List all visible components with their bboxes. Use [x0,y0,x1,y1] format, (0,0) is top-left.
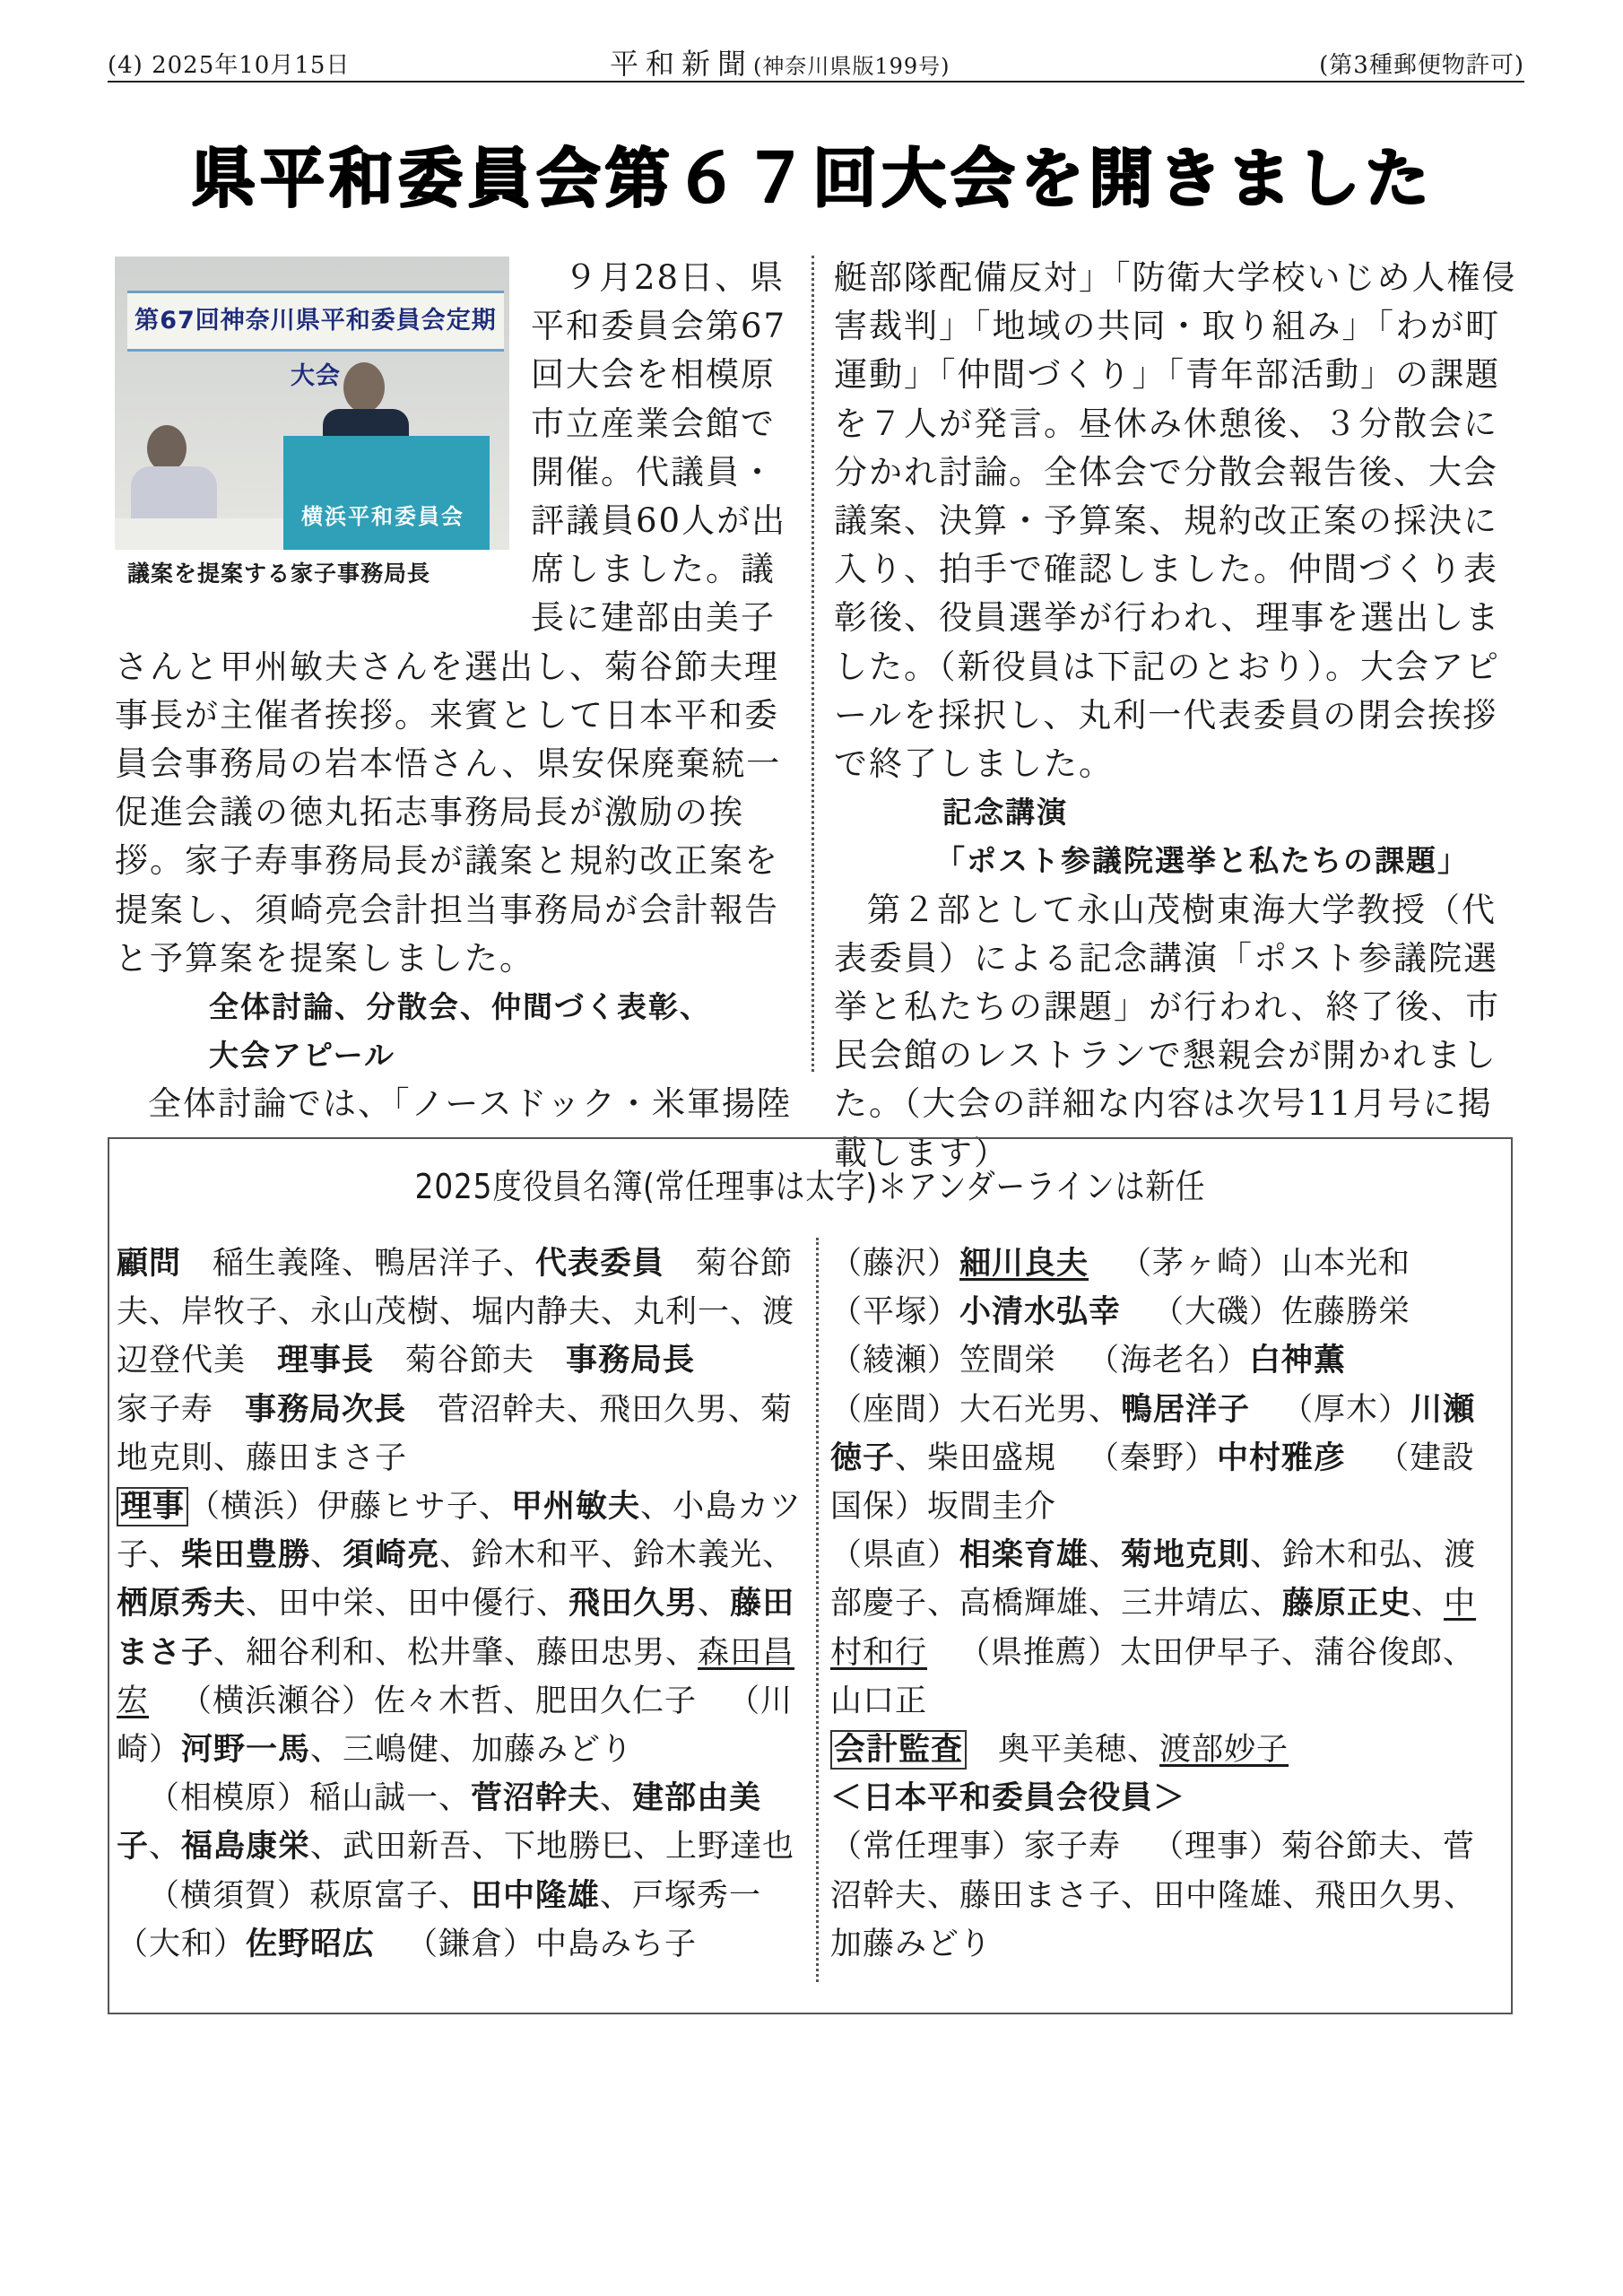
representative-names: 菊谷節夫、岸牧子、永山茂樹、堀内静夫、丸利一、渡辺登代美 [117,1246,795,1379]
label-secretary-general: 事務局長 [566,1343,696,1379]
roster-directors [117,1483,807,1969]
nihon-director-names: 菊谷節夫、菅沼幹夫、藤田まさ子、田中隆雄、飛田久男、加藤みどり [830,1829,1477,1962]
names-zama: 大石光男、 [959,1391,1122,1428]
names-yokosuka-2: 、戸塚秀一 [600,1877,762,1914]
label-deputy-secretary: 事務局次長 [245,1391,407,1428]
names-oiso: 佐藤勝栄 [1281,1294,1411,1331]
name-bold: 甲州敏夫 [511,1489,641,1526]
masthead [108,39,1524,83]
roster-right-column [830,1239,1503,1969]
roster-title: 2025度役員名簿(常任理事は太字)＊アンダーラインは新任 [414,1167,1206,1206]
speaker-head [343,362,385,413]
article-paragraph-1: ９月28日、県平和委員会第67回大会を相模原市立産業会館で開催。代議員・評議員60人が出席しました。議長に建部由美子さんと甲州敏夫さんを選出し、菊谷節夫理事長が主催者挨拶。来賓として日本平和委員会事務局の岩本悟さん、県安保廃棄統一促進会議の徳丸拓志事務局長が激励の挨拶。家子寿事務局長が議案と規約改正案を提案し、須崎亮会計担当事務局が会計報告と予算案を提案しました。 [115,258,787,978]
region-kensetsu: （建設国保） [830,1439,1475,1526]
seated-person-head [147,425,187,472]
article-paragraph-3: 艇部隊配備反対」「防衛大学校いじめ人権侵害裁判」「地域の共同・取り組み」「わが町運動」「仲間づくり」「青年部活動」の課題を７人が発言。昼休み休憩後、３分散会に分かれ討論。全体会で分散会報告後、大会議案、決算・予算案、規約改正案の採決に入り、拍手で確認しました。仲間づくり表彰後、役員選挙が行われ、理事を選出しました。（新役員は下記のとおり）。大会アピールを採択し、丸利一代表委員の閉会挨拶で終了しました。 [834,258,1517,784]
name-bold: 藤原正史 [1282,1586,1412,1622]
names-yokohama-3: 、鈴木和平、鈴木義光、 [439,1537,795,1574]
name-bold: 建部由美子 [117,1780,762,1866]
names-kenchoku: 、鈴木和弘、渡部慶子、高橋輝雄、三井靖広、 [830,1537,1477,1622]
region-yamato: （大和） [117,1926,247,1962]
roster-column-divider [816,1238,819,1982]
region-hadano: （秦野） [1088,1439,1218,1476]
names-kawasaki: 、三嶋健、加藤みどり [310,1732,634,1769]
deputy-secretary-names: 菅沼幹夫、飛田久男、菊地克則、藤田まさ子 [117,1391,794,1476]
names-seya: 佐々木哲、肥田久仁子 [374,1683,698,1719]
paper-name [610,41,950,83]
convention-photo [115,257,509,550]
name-bold: 中村雅彦 [1217,1439,1347,1476]
article-left-column [115,254,805,1129]
names-yokohama-2: 、小島カツ子、 [117,1489,803,1574]
name-bold: 佐野昭広 [246,1926,376,1962]
name-bold-new: 細川良夫 [959,1246,1089,1282]
label-standing-director: （常任理事） [830,1829,1025,1866]
label-representative: 代表委員 [535,1246,665,1282]
names-suisen: 太田伊早子、蒲谷俊郎、山口正 [830,1634,1476,1719]
separator: 、 [1411,1586,1445,1622]
region-oiso: （大磯） [1152,1294,1282,1331]
region-kenchoku: （県直） [830,1537,960,1574]
subheading-lecture: 記念講演 [942,795,1068,831]
region-sagamihara: （相模原） [148,1780,310,1817]
roster-left-column [117,1239,807,1969]
article-right-column [834,254,1524,1178]
label-auditor: 会計監査 [830,1730,967,1770]
nihon-officers-heading: ＜日本平和委員会役員＞ [830,1780,1186,1817]
name-bold: 菊地克則 [1121,1537,1251,1574]
roster-directors-cont [830,1239,1503,1531]
photo-caption: 議案を提案する家子事務局長 [127,561,431,587]
names-kensetsu: 坂間圭介 [927,1489,1057,1526]
photo-table [115,518,294,550]
label-nihon-director: （理事） [1152,1829,1282,1866]
nihon-officers [830,1822,1503,1969]
region-zama: （座間） [830,1391,960,1428]
name-bold: 鴨居洋子 [1121,1391,1251,1428]
issue-date: (4) 2025年10月15日 [108,52,351,79]
subheading-lecture-title: 「ポスト参議院選挙と私たちの課題」 [935,843,1469,879]
region-hiratsuka: （平塚） [830,1294,960,1331]
separator: 、 [310,1537,343,1574]
secretary-general-name: 家子寿 [117,1391,214,1428]
name-bold: 小清水弘幸 [959,1294,1122,1331]
name-new: 中村和行 [830,1586,1477,1671]
name-bold: 相楽育雄 [959,1537,1089,1574]
separator: 、 [698,1586,731,1622]
name-new: 森田昌宏 [117,1634,795,1719]
officer-roster-box [108,1137,1513,2014]
name-bold: 栖原秀夫 [117,1586,247,1622]
region-atsugi: （厚木） [1281,1391,1411,1428]
names-sagamihara-1: 稲山誠一、 [309,1780,472,1817]
names-yokohama-5: 、細谷利和、松井肇、藤田忠男、 [213,1634,699,1671]
name-bold: 柴田豊勝 [181,1537,311,1574]
region-kawasaki: （川崎） [117,1683,794,1769]
article-paragraph-4: 第２部として永山茂樹東海大学教授（代表委員）による記念講演「ポスト参議院選挙と私たちの課題」が行われ、終了後、市民会館のレストランで懇親会が開かれました。（大会の詳細な内容は次号11月号に掲載します） [834,890,1501,1172]
name-bold: 菅沼幹夫 [471,1780,601,1817]
subheading-discussion-2: 大会アピール [209,1038,396,1074]
label-chairman: 理事長 [277,1343,375,1379]
seated-person-body [131,466,217,520]
region-ayase: （綾瀬） [830,1343,960,1379]
roster-advisors [117,1239,807,1483]
names-yokosuka-1: 萩原富子、 [309,1877,472,1914]
name-bold: 藤田まさ子 [117,1586,795,1671]
article-paragraph-2: 全体討論では、「ノースドック・米軍揚陸 [148,1084,793,1124]
paper-title: 平和新聞 [610,47,754,81]
names-chigasaki: 山本光和 [1281,1246,1411,1282]
name-bold: 須崎亮 [343,1537,440,1574]
names-sagamihara-2: 、武田新吾、下地勝巳、上野達也 [310,1829,795,1866]
separator: 、 [149,1829,182,1866]
label-director: 理事 [117,1487,188,1526]
photo-podium [283,436,490,550]
names-yokohama-4: 、田中栄、田中優行、 [246,1586,569,1622]
podium-label: 横浜平和委員会 [301,503,464,529]
postal-permit: (第3種郵便物許可) [1319,52,1524,79]
region-ebina: （海老名） [1088,1343,1250,1379]
standing-director-name: 家子寿 [1024,1829,1122,1866]
names-ayase: 笠間栄 [959,1343,1057,1379]
names-yokohama-1: 伊藤ヒサ子、 [317,1489,512,1526]
name-bold: 白神薫 [1249,1343,1347,1379]
names-kamakura: 中島みち子 [535,1926,698,1962]
region-chigasaki: （茅ヶ崎） [1120,1246,1282,1282]
name-bold: 田中隆雄 [471,1877,601,1914]
separator: 、 [600,1780,633,1817]
region-fujisawa: （藤沢） [830,1246,960,1282]
label-advisor: 顧問 [117,1246,182,1282]
roster-prefecture-direct [830,1531,1503,1726]
name-bold: 川瀬徳子 [830,1391,1476,1476]
roster-auditors [830,1726,1503,1774]
name-bold: 飛田久男 [568,1586,699,1622]
page-headline: 県平和委員会第６７回大会を開きました [189,140,1433,215]
names-atsugi: 、柴田盛規 [895,1439,1057,1476]
region-yokosuka: （横須賀） [148,1877,310,1914]
subheading-discussion-1: 全体討論、分散会、仲間づく表彰、 [209,989,711,1025]
name-bold: 河野一馬 [181,1732,311,1769]
article-column-divider [812,256,814,1072]
region-kamakura: （鎌倉） [406,1926,536,1962]
name-new: 渡部妙子 [1159,1732,1289,1769]
advisor-names: 稲生義隆、鴨居洋子、 [213,1246,536,1282]
chairman-name: 菊谷節夫 [405,1343,535,1379]
photo-banner: 第67回神奈川県平和委員会定期大会 [127,291,504,352]
photo-figure [115,257,509,602]
name-bold: 福島康栄 [181,1829,311,1866]
separator: 、 [1089,1537,1122,1574]
region-yokohama: （横浜） [188,1489,318,1526]
names-auditor: 奥平美穂、 [998,1732,1160,1769]
edition-label: (神奈川県版199号) [753,54,950,79]
region-seya: （横浜瀬谷） [180,1683,375,1719]
region-suisen: （県推薦） [959,1634,1121,1671]
